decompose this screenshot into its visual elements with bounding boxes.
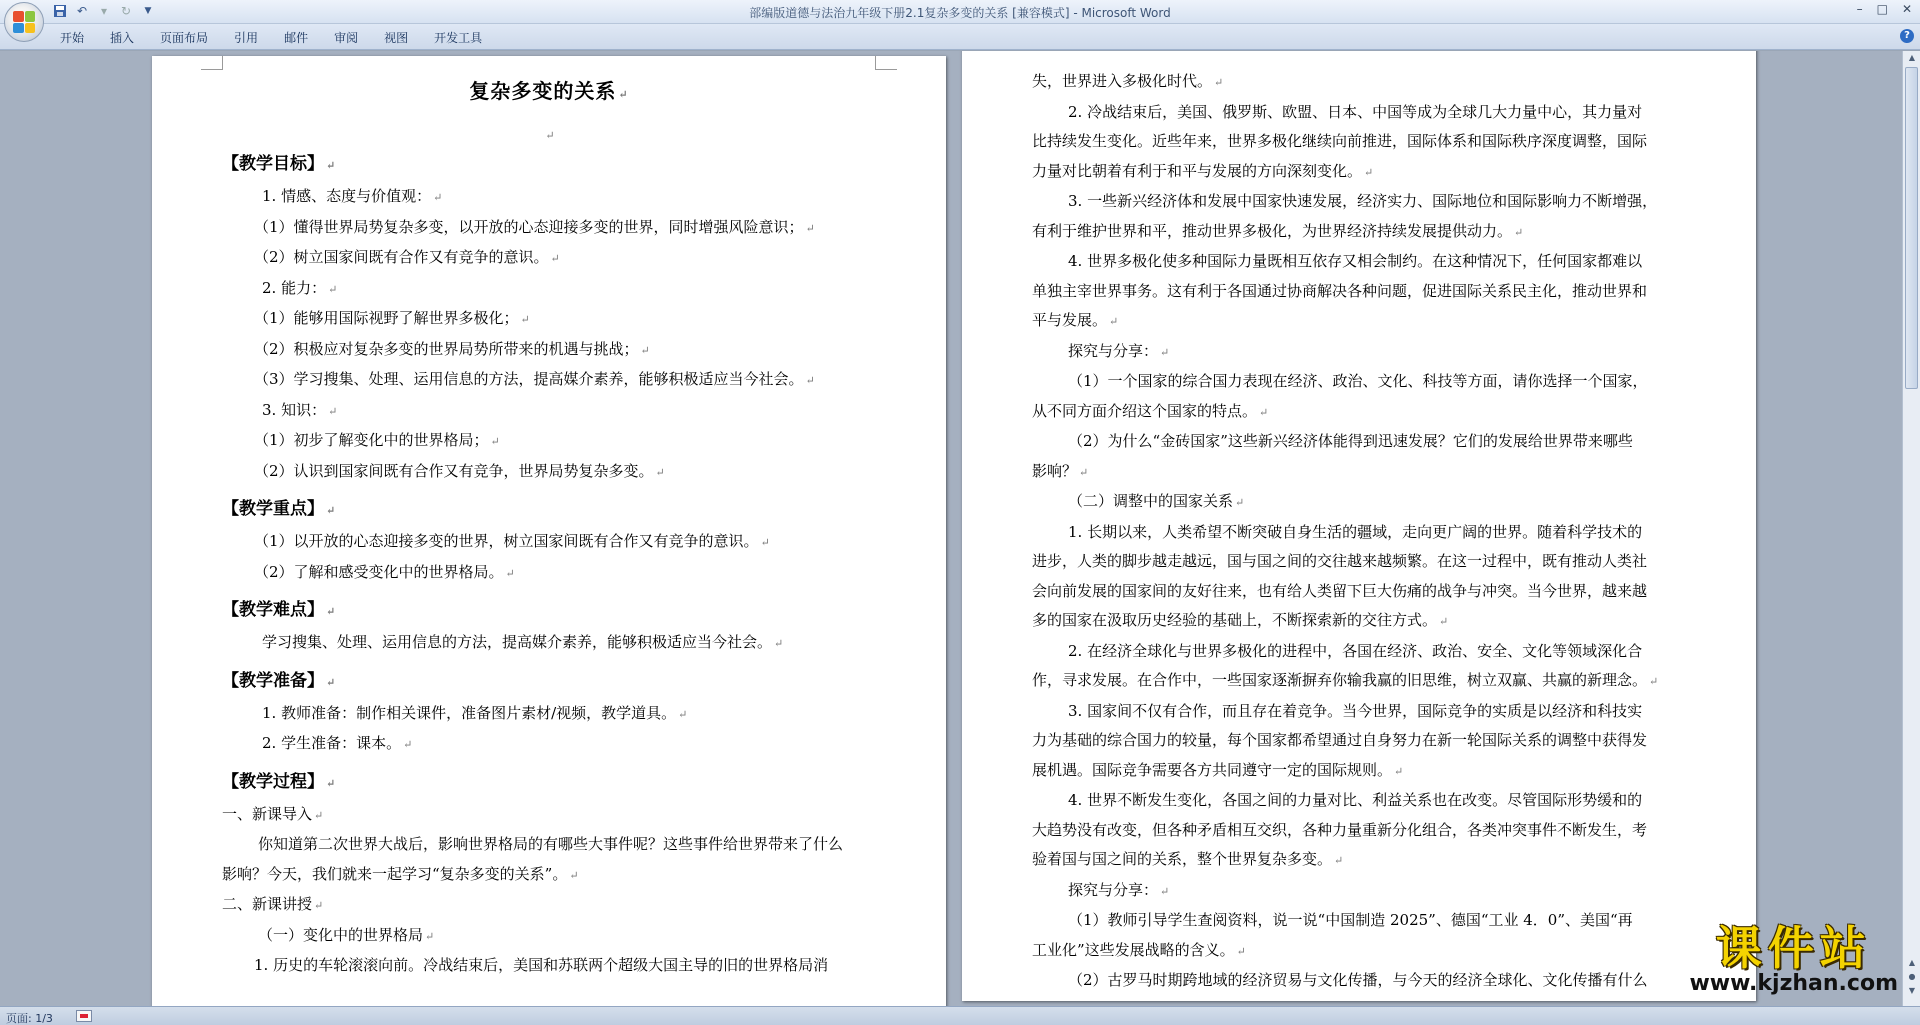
- help-icon[interactable]: ?: [1900, 29, 1914, 43]
- tab-developer[interactable]: 开发工具: [434, 31, 483, 45]
- watermark-text: 课件站: [1715, 921, 1872, 975]
- status-bar: [0, 1006, 1920, 1025]
- customize-qat-icon[interactable]: ▼: [144, 6, 152, 16]
- tab-view[interactable]: 视图: [384, 31, 409, 45]
- window-title: 部编版道德与法治九年级下册2.1复杂多变的关系 [兼容模式] - Microsoft Word: [749, 6, 1171, 20]
- tab-home[interactable]: 开始: [60, 31, 85, 45]
- paragraph: 作，寻求发展。在合作中，一些国家逐渐摒弃你输我赢的旧思维，树立双赢、共赢的新理念。 ↵: [1032, 671, 1659, 689]
- minimize-button[interactable]: –: [1856, 2, 1863, 16]
- paragraph: （一）变化中的世界格局 ↵: [258, 925, 435, 944]
- vertical-scrollbar[interactable]: [1902, 51, 1920, 1006]
- heading-process: 【教学过程】 ↵: [222, 771, 336, 792]
- paragraph: 你知道第二次世界大战后，影响世界格局的有哪些大事件呢？这些事件给世界带来了什么: [258, 835, 844, 853]
- paragraph: 比持续发生变化。近些年来，世界多极化继续向前推进，国际体系和国际秩序深度调整，国际: [1032, 132, 1648, 150]
- paragraph: （2）古罗马时期跨地域的经济贸易与文化传播，与今天的经济全球化、文化传播有什么: [1068, 971, 1648, 989]
- paragraph: 力量对比朝着有利于和平与发展的方向深刻变化。 ↵: [1032, 161, 1374, 180]
- page-corner-mark: [201, 56, 223, 70]
- paragraph: 3. 国家间不仅有合作，而且存在着竞争。当今世界，国际竞争的实质是以经济和科技实: [1068, 701, 1643, 720]
- tab-mailings[interactable]: 邮件: [284, 31, 309, 45]
- paragraph: 失，世界进入多极化时代。 ↵: [1032, 72, 1224, 90]
- heading-goals: 【教学目标】 ↵: [222, 154, 336, 174]
- scroll-up-icon[interactable]: ▲: [1908, 53, 1916, 62]
- paragraph: 展机遇。国际竞争需要各方共同遵守一定的国际规则。 ↵: [1032, 760, 1404, 779]
- paragraph: 4. 世界多极化使多种国际力量既相互依存又相会制约。在这种情况下，任何国家都难以: [1068, 252, 1643, 270]
- office-logo-icon: [13, 11, 35, 33]
- tab-review[interactable]: 审阅: [334, 31, 359, 45]
- paragraph: 学习搜集、处理、运用信息的方法，提高媒介素养，能够积极适应当今社会。 ↵: [262, 633, 784, 651]
- paragraph: 1. 历史的车轮滚滚向前。冷战结束后，美国和苏联两个超级大国主导的旧的世界格局消: [254, 956, 829, 974]
- paragraph: 影响？今天，我们就来一起学习“复杂多变的关系”。 ↵: [222, 864, 579, 883]
- paragraph: （二）调整中的国家关系 ↵: [1068, 492, 1245, 510]
- paragraph: （1）懂得世界局势复杂多变，以开放的心态迎接多变的世界，同时增强风险意识； ↵: [254, 217, 815, 236]
- paragraph: 平与发展。 ↵: [1032, 311, 1119, 329]
- paragraph: （1）一个国家的综合国力表现在经济、政治、文化、科技等方面，请你选择一个国家，: [1068, 372, 1648, 390]
- window-controls: [1857, 2, 1912, 16]
- tab-references[interactable]: 引用: [234, 31, 259, 45]
- paragraph: （1）能够用国际视野了解世界多极化； ↵: [254, 309, 530, 327]
- undo-icon[interactable]: ↶: [76, 4, 88, 18]
- macro-record-icon[interactable]: [76, 1010, 92, 1022]
- paragraph: 探究与分享： ↵: [1068, 880, 1170, 899]
- paragraph: 有利于维护世界和平，推动世界多极化，为世界经济持续发展提供动力。 ↵: [1032, 221, 1524, 240]
- paragraph: 验着国与国之间的关系，整个世界复杂多变。 ↵: [1032, 850, 1344, 868]
- paragraph: 2. 在经济全球化与世界多极化的进程中，各国在经济、政治、安全、文化等领域深化合: [1068, 641, 1643, 660]
- paragraph: 3. 知识： ↵: [262, 400, 338, 419]
- paragraph: 多的国家在汲取历史经验的基础上，不断探索新的交往方式。 ↵: [1032, 611, 1449, 629]
- tab-page-layout[interactable]: 页面布局: [160, 31, 209, 45]
- page-count[interactable]: 页面: 1/3: [6, 1012, 53, 1025]
- paragraph: 1. 教师准备：制作相关课件，准备图片素材/视频，教学道具。 ↵: [262, 703, 688, 722]
- paragraph: 力为基础的综合国力的较量，每个国家都希望通过自身努力在新一轮国际关系的调整中获得发: [1032, 731, 1648, 749]
- paragraph: 2. 能力： ↵: [262, 278, 338, 297]
- paragraph: 大趋势没有改变，但各种矛盾相互交织，各种力量重新分化组合，各类冲突事件不断发生，考: [1032, 820, 1648, 839]
- paragraph: （1）以开放的心态迎接多变的世界，树立国家间既有合作又有竞争的意识。 ↵: [254, 532, 770, 550]
- document-page-2[interactable]: [962, 51, 1756, 1001]
- redo-icon[interactable]: ↻: [120, 4, 132, 18]
- previous-page-icon[interactable]: ▲: [1908, 958, 1916, 967]
- paragraph: 二、新课讲授 ↵: [222, 895, 324, 913]
- maximize-button[interactable]: □: [1876, 2, 1888, 16]
- watermark-url: www.kjzhan.com: [1689, 971, 1898, 996]
- paragraph: （2）认识到国家间既有合作又有竞争，世界局势复杂多变。 ↵: [254, 461, 665, 480]
- document-page-1[interactable]: 复杂多变的关系 ↵ ↵ 【教学目标】 ↵ 1. 情感、态度与价值观： ↵ （1）懂得世界局势复杂多变，以开放的心态迎接多变的世界，同时增强风险意识； ↵ （2）树立国家间既有合作又有竞争的意识。 ↵ 2. 能力： ↵ （1）能够用国际视野了解世界多极化； ↵ （2）积极应对复杂多变的世界局势所带来的机遇与挑战； ↵ （3）学习搜集、处理、运用信息的方法，提高媒介素养，能够积极适应当今社会。 ↵ 3. 知识： ↵ （1）初步了解变化中的世界格局； ↵ （2）认识到国家间既有合作又有竞争，世界局势复杂多变。 ↵ 【教学重点】 ↵ （1）以开放的心态迎接多变的世界，树立国家间既有合作又有竞争的意识。 ↵ （2）了解和感受变化中的世界格局。 ↵ 【教学难点】 ↵ 学习搜集、处理、运用信息的方法，提高媒介素养，能够积极适应当今社会。 ↵ 【教学准备】 ↵ 1. 教师准备：制作相关课件，准备图片素材/视频，教学道具。 ↵ 2. 学生准备：课本。 ↵ 【教学过程】 ↵ 一、新课导入 ↵ 你知道第二次世界大战后，影响世界格局的有哪些大事件呢？这些事件给世界带来了什么 影响？今天，我们就来一起学习“复杂多变的关系”。 ↵ 二、新课讲授 ↵ （一）变化中的世界格局 ↵ 1. 历史的车轮滚滚向前。冷战结束后，美国和苏联两个超级大国主导的旧的世界格局消: [152, 56, 946, 1006]
- page-corner-mark: [875, 56, 897, 70]
- heading-preparation: 【教学准备】 ↵: [222, 670, 336, 691]
- paragraph: 会向前发展的国家间的友好往来，也有给人类留下巨大伤痛的战争与冲突。当今世界，越来越: [1032, 581, 1648, 600]
- paragraph: 3. 一些新兴经济体和发展中国家快速发展，经济实力、国际地位和国际影响力不断增强，: [1068, 192, 1658, 210]
- paragraph: （2）了解和感受变化中的世界格局。 ↵: [254, 562, 515, 581]
- browse-object-icon[interactable]: ●: [1908, 972, 1916, 981]
- paragraph: （3）学习搜集、处理、运用信息的方法，提高媒介素养，能够积极适应当今社会。 ↵: [254, 370, 815, 388]
- paragraph: 1. 长期以来，人类希望不断突破自身生活的疆域，走向更广阔的世界。随着科学技术的: [1068, 522, 1643, 541]
- heading-key-points: 【教学重点】 ↵: [222, 499, 336, 519]
- document-area: [0, 51, 1902, 1006]
- paragraph: 单独主宰世界事务。这有利于各国通过协商解决各种问题，促进国际关系民主化，推动世界和: [1032, 281, 1648, 300]
- paragraph: （2）为什么“金砖国家”这些新兴经济体能得到迅速发展？它们的发展给世界带来哪些: [1068, 432, 1633, 450]
- paragraph: （2）树立国家间既有合作又有竞争的意识。 ↵: [254, 248, 560, 266]
- paragraph: （2）积极应对复杂多变的世界局势所带来的机遇与挑战； ↵: [254, 339, 650, 358]
- paragraph: （1）初步了解变化中的世界格局； ↵: [254, 431, 500, 449]
- paragraph: 探究与分享： ↵: [1068, 341, 1170, 360]
- watermark: [1689, 921, 1898, 996]
- heading-difficulties: 【教学难点】 ↵: [222, 600, 336, 620]
- paragraph: 一、新课导入 ↵: [222, 804, 324, 823]
- document-title: 复杂多变的关系 ↵: [469, 79, 629, 103]
- office-button[interactable]: [4, 2, 44, 42]
- paragraph: 进步，人类的脚步越走越远，国与国之间的交往越来越频繁。在这一过程中，既有推动人类社: [1032, 552, 1648, 570]
- paragraph: 影响？ ↵: [1032, 461, 1089, 480]
- paragraph: 4. 世界不断发生变化，各国之间的力量对比、利益关系也在改变。尽管国际形势缓和的: [1068, 791, 1643, 809]
- close-button[interactable]: ✕: [1901, 2, 1912, 16]
- tab-insert[interactable]: 插入: [110, 31, 135, 45]
- next-page-icon[interactable]: ▼: [1908, 986, 1916, 995]
- paragraph: 工业化”这些发展战略的含义。 ↵: [1032, 940, 1246, 959]
- ribbon-tabs: [0, 24, 1920, 50]
- paragraph: （1）教师引导学生查阅资料，说一说“中国制造 2025”、德国“工业 4．0”、美国“再: [1068, 911, 1633, 929]
- separator-icon: ▾: [100, 4, 108, 18]
- paragraph: 1. 情感、态度与价值观： ↵: [262, 187, 443, 205]
- paragraph: 2. 冷战结束后，美国、俄罗斯、欧盟、日本、中国等成为全球几大力量中心，其力量对: [1068, 102, 1643, 121]
- title-bar: [0, 0, 1920, 24]
- scrollbar-thumb[interactable]: [1905, 67, 1918, 389]
- paragraph: 2. 学生准备：课本。 ↵: [262, 734, 413, 752]
- paragraph: 从不同方面介绍这个国家的特点。 ↵: [1032, 401, 1269, 420]
